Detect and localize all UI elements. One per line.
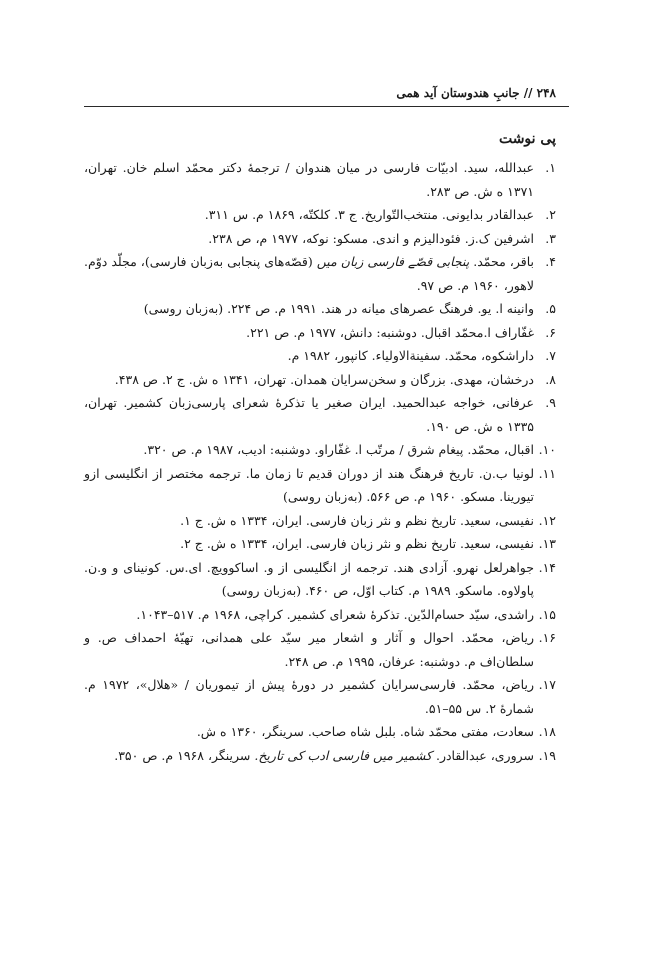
footnote-list <box>84 156 556 767</box>
footnote-number: ۱۴. <box>538 559 556 575</box>
footnote-number: ۴. <box>545 254 556 269</box>
footnote-text-before: باقر، محمّد. <box>473 254 534 269</box>
page-number: ۲۴۸ <box>536 86 556 100</box>
footnote <box>84 297 556 321</box>
section-title: پی نوشت <box>498 131 556 147</box>
footnote <box>84 556 556 603</box>
footnote-text: عرفانی، خواجه عبدالحمید. ایران صغیر یا تذکرهٔ شعرای پارسی‌زبان کشمیر. تهران، ۱۳۳۵ ه ش. ص ۱۹۰. <box>84 395 534 434</box>
footnote-book-title: کشمیر میں فارسی ادب کی تاریخ. <box>254 747 432 763</box>
footnote-text: ریاض، محمّد. احوال و آثار و اشعار میر سیّد علی همدانی، تهیّهٔ احمداف ص. و سلطان‌اف م. دوشنبه: عرفان، ۱۹۹۵ م. ص ۲۴۸. <box>84 630 534 669</box>
footnote-text: درخشان، مهدی. بزرگان و سخن‌سرایان همدان. تهران، ۱۳۴۱ ه ش. ج ۲. ص ۴۳۸. <box>114 371 534 387</box>
footnote <box>84 626 556 673</box>
footnote-number: ۱۶. <box>538 630 556 645</box>
footnote-number: ۱۲. <box>538 512 556 528</box>
footnote-text: لونیا ب.ن. تاریخ فرهنگ هند از دوران قدیم تا زمان ما. ترجمه مختصر از انگلیسی ازو تیورینا. مسکو. ۱۹۶۰ م. ص ۵۶۶. (به‌زبان روسی) <box>84 465 534 504</box>
header-rule <box>84 106 569 107</box>
footnote <box>84 391 556 438</box>
running-header <box>84 86 556 100</box>
footnote <box>84 462 556 509</box>
footnote-text: غفّاراف ا.محمّد اقبال. دوشنبه: دانش، ۱۹۷۷ م. ص ۲۲۱. <box>246 324 534 340</box>
footnote-number: ۱۳. <box>538 536 556 551</box>
footnote-text: عبدالقادر بدایونی. منتخب‌التّواریخ. ج ۳. کلکتّه، ۱۸۶۹ م. س ۳۱۱. <box>204 207 534 222</box>
header-separator: // <box>523 86 533 100</box>
footnote-text: سعادت، مفتی محمّد شاه. بلبل شاه صاحب. سرینگر، ۱۳۶۰ ه ش. <box>196 724 534 739</box>
footnote-text: ریاض، محمّد. فارسی‌سرایان کشمیر در دورهٔ پیش از تیموریان / «هلال»، ۱۹۷۲ م. شمارهٔ ۲. س ۵۵–۵۱. <box>84 677 534 716</box>
footnote-text: اقبال، محمّد. پیغام شرق / مرتّب ا. غفّاراو. دوشنبه: ادیب، ۱۹۸۷ م. ص ۳۲۰. <box>143 442 534 457</box>
footnote-number: ۱۹. <box>538 747 556 763</box>
footnote <box>84 227 556 251</box>
footnote <box>84 438 556 462</box>
footnote <box>84 250 556 297</box>
footnote <box>84 673 556 720</box>
footnote <box>84 368 556 392</box>
footnote-text: نفیسی، سعید. تاریخ نظم و نثر زبان فارسی. ایران، ۱۳۳۴ ه ش. ج ۱. <box>180 512 534 528</box>
footnote-book-title: پنجابی قصّے فارسی زبان میں <box>316 254 470 269</box>
footnote-text: جواهرلعل نهرو. آزادی هند. ترجمه از انگلیسی از و. اساکوویچ. ای.س. کونینای و و.ن. پاولاوه. ماسکو. ۱۹۸۹ م. کتاب اوّل، ص ۴۶۰. (به‌زبان روسی) <box>84 559 534 598</box>
footnote-number: ۱۸. <box>538 724 556 739</box>
footnote-text: اشرفین ک.ز. فئودالیزم و اندی. مسکو: نوکه، ۱۹۷۷ م، ص ۲۳۸. <box>208 230 534 246</box>
footnote-number: ۳. <box>545 230 556 246</box>
footnote-text: نفیسی، سعید. تاریخ نظم و نثر زبان فارسی. ایران، ۱۳۳۴ ه ش. ج ۲. <box>180 536 534 551</box>
footnote <box>84 321 556 345</box>
footnote <box>84 720 556 744</box>
footnote-number: ۱۰. <box>538 442 556 457</box>
footnote-text-before: سروری، عبدالقادر. <box>435 747 534 763</box>
footnote-text-after: سرینگر، ۱۹۶۸ م. ص ۳۵۰. <box>114 747 251 763</box>
footnote-number: ۲. <box>545 207 556 222</box>
footnote-number: ۱. <box>545 160 556 175</box>
book-title: جانبِ هندوستان آید همی <box>396 86 520 100</box>
footnote <box>84 156 556 203</box>
footnote-number: ۱۱. <box>538 465 556 481</box>
footnote <box>84 744 556 768</box>
footnote-number: ۸. <box>545 371 556 387</box>
footnote-number: ۶. <box>545 324 556 340</box>
footnote-number: ۷. <box>545 348 556 363</box>
footnote-number: ۹. <box>545 395 556 410</box>
footnote-text: وانینه ا. یو. فرهنگ عصرهای میانه در هند. ۱۹۹۱ م. ص ۲۲۴. (به‌زبان روسی) <box>143 301 534 316</box>
footnote-text: عبدالله، سید. ادبیّات فارسی در میان هندوان / ترجمهٔ دکتر محمّد اسلم خان. تهران، ۱۳۷۱ ه ش. ص ۲۸۳. <box>84 160 534 199</box>
footnote-text: راشدی، سیّد حسام‌الدّین. تذکرهٔ شعرای کشمیر. کراچی، ۱۹۶۸ م. ۵۱۷–۱۰۴۳. <box>136 606 534 622</box>
footnote <box>84 603 556 627</box>
footnote-text: داراشکوه، محمّد. سفینة‌الاولیاء. کانپور، ۱۹۸۲ م. <box>287 348 534 363</box>
footnote-text-after: (قصّه‌های پنجابی به‌زبان فارسی)، مجلّد دوّم. لاهور، ۱۹۶۰ م. ص ۹۷. <box>84 254 534 293</box>
footnote <box>84 344 556 368</box>
footnote <box>84 203 556 227</box>
footnote-number: ۱۵. <box>538 606 556 622</box>
footnote <box>84 509 556 533</box>
footnote-number: ۱۷. <box>538 677 556 692</box>
footnote-number: ۵. <box>545 301 556 316</box>
footnote <box>84 532 556 556</box>
